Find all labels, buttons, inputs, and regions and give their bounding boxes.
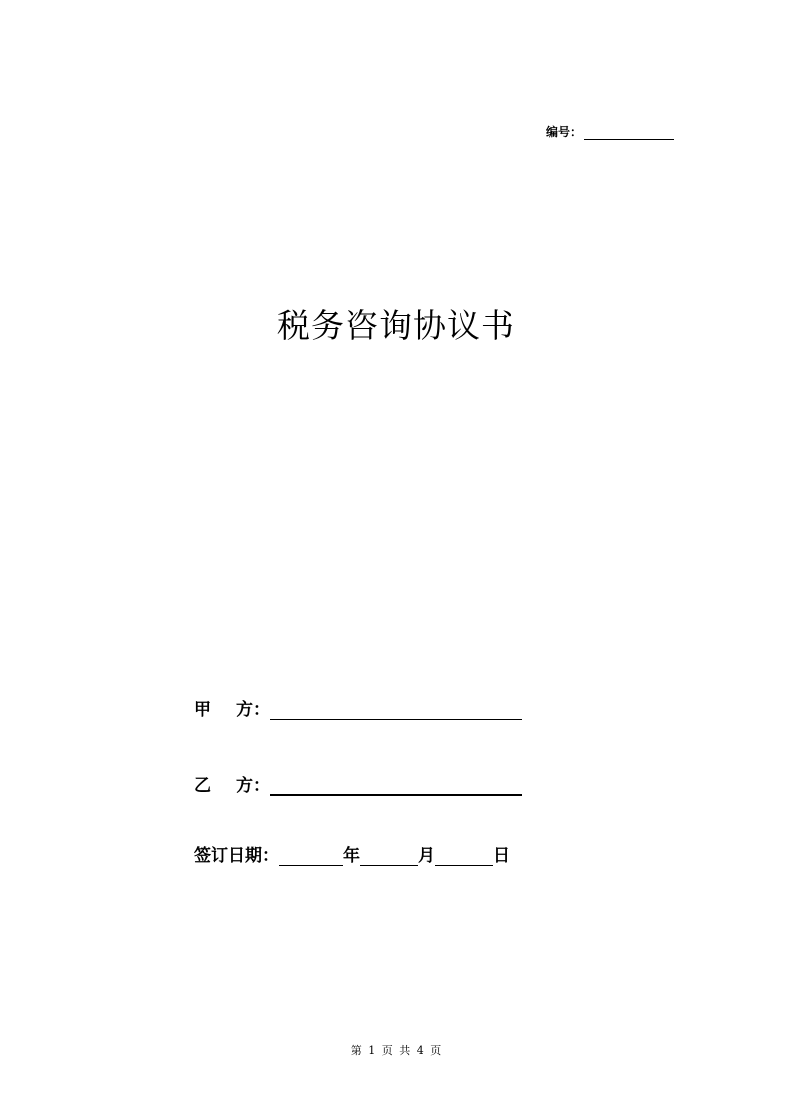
party-a-label-char: 甲 <box>194 700 211 720</box>
signing-date-label: 签订日期： <box>194 846 279 866</box>
party-b-field <box>194 772 522 796</box>
party-a-label <box>194 695 270 720</box>
year-blank[interactable] <box>279 845 343 866</box>
party-b-label-suffix: 方： <box>236 776 270 796</box>
serial-number-field <box>546 120 674 140</box>
day-blank[interactable] <box>435 845 493 866</box>
serial-number-blank[interactable] <box>584 125 674 140</box>
day-label: 日 <box>493 846 510 866</box>
party-a-field <box>194 696 522 720</box>
page-footer: 第 1 页 共 4 页 <box>350 1044 442 1057</box>
signing-date-field <box>194 842 510 866</box>
party-a-blank[interactable] <box>270 699 522 720</box>
serial-number-label: 编号： <box>546 125 583 139</box>
party-b-label-char: 乙 <box>194 776 211 796</box>
month-blank[interactable] <box>360 845 418 866</box>
party-b-label <box>194 771 270 796</box>
party-b-blank[interactable] <box>270 774 522 796</box>
document-title: 税务咨询协议书 <box>277 306 515 345</box>
party-a-label-suffix: 方： <box>236 700 270 720</box>
month-label: 月 <box>418 846 435 866</box>
year-label: 年 <box>343 846 360 866</box>
